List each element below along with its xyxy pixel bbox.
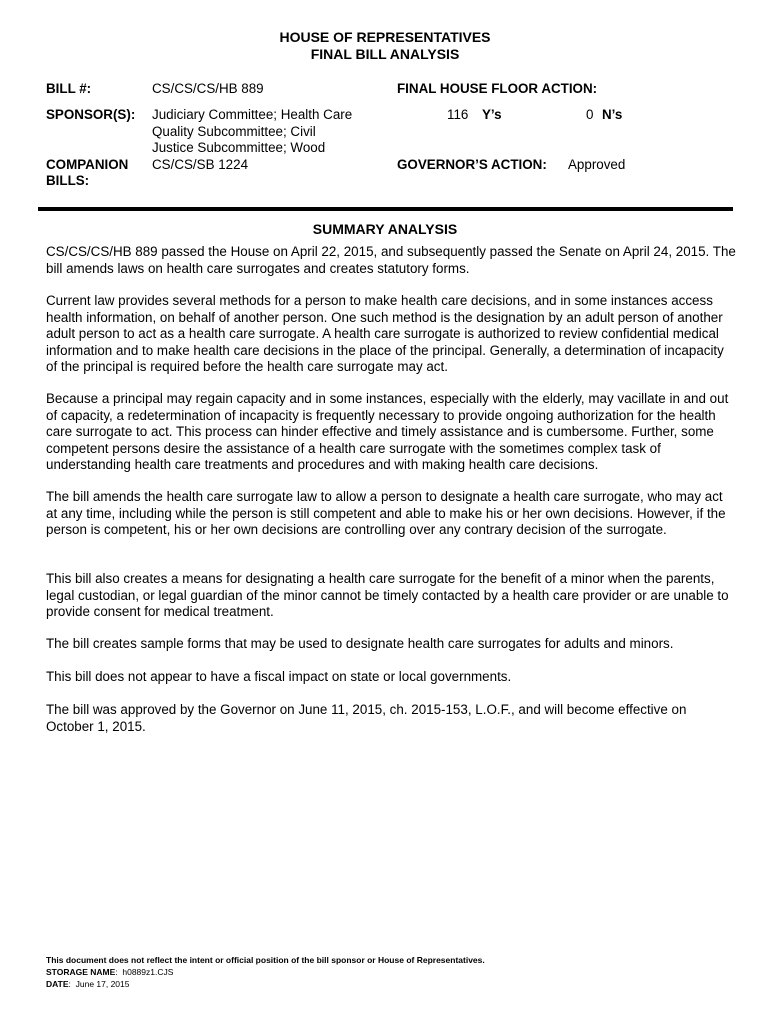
floor-action-label: FINAL HOUSE FLOOR ACTION: <box>397 81 598 96</box>
governor-action-label: GOVERNOR’S ACTION: <box>397 156 547 172</box>
yeas-count: 116 <box>447 107 469 122</box>
sponsor-line-1: Judiciary Committee; Health Care <box>152 107 353 122</box>
bill-number-value: CS/CS/CS/HB 889 <box>152 81 264 96</box>
summary-paragraph-7: This bill does not appear to have a fiscal impact on state or local governments. <box>46 669 512 684</box>
summary-paragraph-2: Current law provides several methods for a person to make health care decisions, and in some instances access health information, on behalf of another person. One such method is the designation by an adult person of another adult person to act as a health care surrogate. A health care surrogate is authorized to review confidential medical information and to make health care decisions in the place of the principal. Generally, a determination of incapacity of the principal is required before the health care surrogate may act. <box>46 293 724 374</box>
summary-paragraph-4: The bill amends the health care surrogate law to allow a person to designate a health care surrogate, who may act at any time, including while the person is still competent and able to make his or her own decisions. However, if the person is competent, his or her own decisions are controlling over any contrary decision of the surrogate. <box>46 489 726 537</box>
sponsor-line-2: Quality Subcommittee; Civil <box>152 123 316 139</box>
sponsor-line-3: Justice Subcommittee; Wood <box>152 140 326 155</box>
governor-action-value: Approved <box>568 156 626 172</box>
document-header-line-2: FINAL BILL ANALYSIS <box>310 46 460 62</box>
companion-bills-value: CS/CS/SB 1224 <box>152 156 249 172</box>
date-line: DATE: June 17, 2015 <box>46 979 130 989</box>
summary-paragraph-6: The bill creates sample forms that may be used to designate health care surrogates for adults and minors. <box>46 636 674 651</box>
footer-disclaimer: This document does not reflect the intent or official position of the bill sponsor or House of Representatives. <box>46 955 485 965</box>
storage-name-value: h0889z1.CJS <box>122 967 174 977</box>
summary-paragraph-3: Because a principal may regain capacity and in some instances, especially with the elderly, may vacillate in and out of capacity, a redetermination of incapacity is frequently necessary to provide ongoing authorization for the health care surrogate to act. This process can hinder effective and timely assistance and is cumbersome. Further, some competent persons desire the assistance of a health care surrogate with the sometimes complex task of understanding health care treatments and procedures and with making health care decisions. <box>46 391 729 472</box>
summary-title: SUMMARY ANALYSIS <box>312 221 458 237</box>
summary-paragraph-5: This bill also creates a means for designating a health care surrogate for the benefit of a minor when the parents, legal custodian, or legal guardian of the minor cannot be timely contacted by a health care provider or are unable to provide consent for medical treatment. <box>46 571 729 619</box>
date-label: DATE <box>46 979 69 989</box>
summary-paragraph-8: The bill was approved by the Governor on June 11, 2015, ch. 2015-153, L.O.F., and will become effective on October 1, 2015. <box>46 702 687 734</box>
companion-bills-label-line-1: COMPANION <box>46 156 129 172</box>
storage-name-line: STORAGE NAME: h0889z1.CJS <box>46 967 174 977</box>
footer <box>46 954 485 990</box>
document-header-line-1: HOUSE OF REPRESENTATIVES <box>279 29 491 45</box>
companion-bills-label-line-2: BILLS: <box>46 173 90 188</box>
yeas-label: Y’s <box>482 107 502 122</box>
sponsor-label: SPONSOR(S): <box>46 107 136 122</box>
storage-name-label: STORAGE NAME <box>46 967 116 977</box>
nays-count: 0 <box>586 107 594 122</box>
date-value: June 17, 2015 <box>75 979 130 989</box>
summary-paragraph-1: CS/CS/CS/HB 889 passed the House on April 22, 2015, and subsequently passed the Senate on April 24, 2015. The bill amends laws on health care surrogates and creates statutory forms. <box>46 244 736 276</box>
bill-number-label: BILL #: <box>46 81 92 96</box>
nays-label: N’s <box>602 107 623 122</box>
section-divider <box>38 207 733 211</box>
